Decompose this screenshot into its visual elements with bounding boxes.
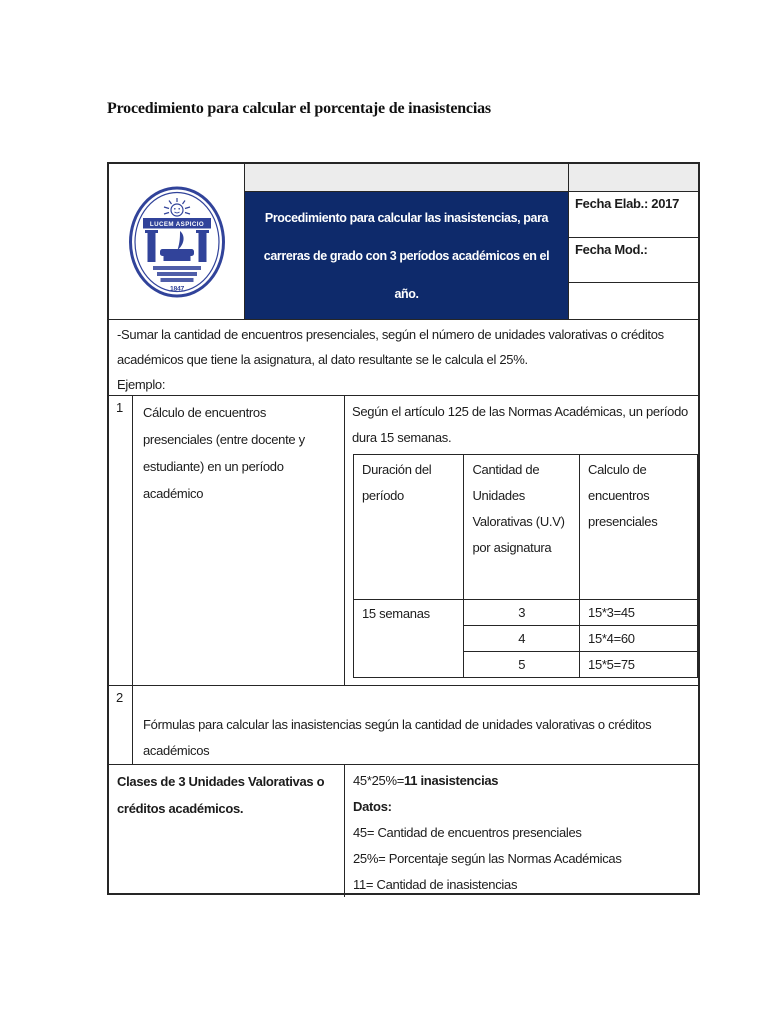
col-header-line: período	[362, 488, 404, 503]
col-header-line: Valorativas (U.V)	[472, 514, 565, 529]
encuentros-header-row	[354, 455, 698, 600]
example-data-cell	[345, 765, 698, 897]
uv-value-cell: 4	[464, 626, 580, 652]
header-empty-strip	[245, 164, 568, 192]
step2-number-cell: 2	[109, 686, 133, 764]
step1-note-line: dura 15 semanas.	[352, 430, 452, 445]
example-label-line: créditos académicos.	[117, 801, 244, 816]
calc-value-cell: 15*4=60	[580, 626, 698, 652]
col-header-line: por asignatura	[472, 540, 552, 555]
step2-description-line: Fórmulas para calcular las inasistencias según la cantidad de unidades valorativas o créditos	[143, 717, 652, 732]
datos-line: 45= Cantidad de encuentros presenciales	[353, 825, 582, 840]
fecha-elab-cell: Fecha Elab.: 2017	[569, 192, 698, 238]
header-mid-column	[245, 164, 568, 319]
table-header-row	[109, 164, 698, 319]
step1-description-line: estudiante) en un período	[143, 459, 284, 474]
seal-year: 1847	[169, 285, 184, 292]
right-column-icon	[198, 233, 206, 262]
step1-description-line: académico	[143, 486, 204, 501]
step1-description-cell	[133, 396, 345, 685]
logo-cell	[109, 164, 245, 319]
col-header-duracion	[354, 455, 464, 600]
intro-text-line: académicos que tiene la asignatura, al dato resultante se le calcula el 25%.	[117, 352, 528, 367]
col-header-line: presenciales	[588, 514, 658, 529]
intro-row	[109, 319, 698, 395]
table-row	[354, 600, 698, 626]
col-header-calculo	[580, 455, 698, 600]
encuentros-table	[353, 454, 698, 678]
page-title: Procedimiento para calcular el porcentaje de inasistencias	[107, 100, 491, 117]
datos-line: 25%= Porcentaje según las Normas Académicas	[353, 851, 622, 866]
example-row	[109, 764, 698, 897]
header-title-line: Procedimiento para calcular las inasistencias, para	[264, 210, 549, 225]
col-header-line: Calculo de	[588, 462, 647, 477]
col-header-line: Duración del	[362, 462, 432, 477]
step1-description-line: presenciales (entre docente y	[143, 432, 305, 447]
duration-cell: 15 semanas	[354, 600, 464, 678]
book-icon	[160, 249, 194, 256]
left-column-icon	[147, 233, 155, 262]
header-empty-strip	[569, 164, 698, 192]
col-header-line: Cantidad de	[472, 462, 540, 477]
example-label-line: Clases de 3 Unidades Valorativas o	[117, 774, 325, 789]
uv-value-cell: 3	[464, 600, 580, 626]
university-seal-icon	[127, 186, 227, 298]
formula-prefix: 45*25%=	[353, 773, 405, 788]
uv-value-cell: 5	[464, 652, 580, 678]
col-header-line: encuentros	[588, 488, 650, 503]
header-dates-column	[568, 164, 698, 319]
step1-note-line: Según el artículo 125 de las Normas Académicas, un período	[352, 404, 688, 419]
procedure-table	[107, 162, 700, 895]
step2-description-line: académicos	[143, 743, 210, 758]
seal-motto: LUCEM ASPICIO	[149, 220, 204, 228]
datos-line: 11= Cantidad de inasistencias	[353, 877, 518, 892]
intro-text-line: -Sumar la cantidad de encuentros presenciales, según el número de unidades valorativas o créditos	[117, 327, 664, 342]
example-label-cell	[109, 765, 345, 897]
step1-content-cell	[345, 396, 698, 685]
formula-line	[353, 768, 690, 794]
formula-result: 11 inasistencias	[404, 773, 499, 788]
col-header-line: Unidades	[472, 488, 525, 503]
col-header-unidades	[464, 455, 580, 600]
step1-number-cell: 1	[109, 396, 133, 685]
step1-row	[109, 395, 698, 685]
step2-description-cell	[133, 686, 698, 764]
step1-note	[352, 399, 698, 451]
header-title-line: año.	[394, 286, 419, 301]
document-header-title	[245, 192, 568, 319]
intro-text-line: Ejemplo:	[117, 377, 166, 392]
fecha-mod-cell: Fecha Mod.:	[569, 238, 698, 283]
calc-value-cell: 15*3=45	[580, 600, 698, 626]
step2-row	[109, 685, 698, 764]
calc-value-cell: 15*5=75	[580, 652, 698, 678]
fecha-empty-cell	[569, 283, 698, 319]
step1-description-line: Cálculo de encuentros	[143, 405, 267, 420]
datos-label: Datos:	[353, 799, 392, 814]
header-title-line: carreras de grado con 3 períodos académicos en el	[263, 248, 550, 263]
